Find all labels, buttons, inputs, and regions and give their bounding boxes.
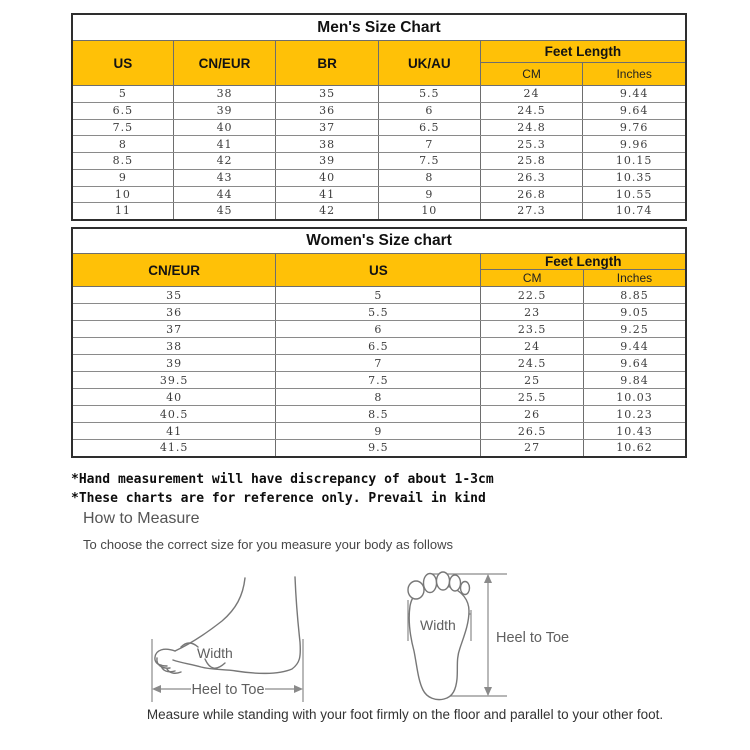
size-cell: 45	[173, 203, 276, 220]
size-cell: 10.15	[583, 153, 686, 170]
size-cell: 5	[72, 86, 173, 103]
size-row	[72, 186, 686, 203]
width-label: Width	[420, 617, 456, 633]
size-cell: 36	[72, 304, 276, 321]
size-cell: 10.23	[583, 406, 686, 423]
size-cell: 9	[378, 186, 480, 203]
mens-chart-title: Men's Size Chart	[72, 14, 686, 41]
size-cell: 35	[276, 86, 379, 103]
size-cell: 10	[72, 186, 173, 203]
size-cell: 8	[72, 136, 173, 153]
size-cell: 38	[276, 136, 379, 153]
size-cell: 36	[276, 102, 379, 119]
size-cell: 41.5	[72, 440, 276, 457]
size-cell: 39	[276, 153, 379, 170]
size-cell: 7	[276, 355, 481, 372]
size-cell: 25.3	[480, 136, 583, 153]
how-to-measure-heading: How to Measure	[83, 510, 200, 527]
heel-to-toe-label: Heel to Toe	[496, 630, 570, 646]
size-cell: 26.3	[480, 169, 583, 186]
size-cell: 24.8	[480, 119, 583, 136]
size-row	[72, 321, 686, 338]
size-cell: 8	[276, 389, 481, 406]
foot-side-view-diagram	[145, 562, 330, 708]
size-cell: 9.25	[583, 321, 686, 338]
size-row	[72, 86, 686, 103]
size-cell: 8.85	[583, 287, 686, 304]
womens-chart-title: Women's Size chart	[72, 228, 686, 254]
size-cell: 8.5	[72, 153, 173, 170]
size-row	[72, 287, 686, 304]
heel-to-toe-label: Heel to Toe	[191, 682, 265, 698]
size-cell: 9.64	[583, 355, 686, 372]
size-cell: 37	[276, 119, 379, 136]
size-row	[72, 423, 686, 440]
size-cell: 25.5	[481, 389, 584, 406]
foot-outline-icon	[408, 572, 470, 700]
womens-size-table	[71, 227, 687, 458]
note-reference-only: *These charts are for reference only. Prevail in kind	[71, 491, 486, 506]
size-cell: 6	[378, 102, 480, 119]
size-cell: 6.5	[276, 338, 481, 355]
column-header-br: BR	[276, 41, 379, 86]
size-cell: 7.5	[378, 153, 480, 170]
size-cell: 23.5	[481, 321, 584, 338]
mens-size-table	[71, 13, 687, 221]
size-cell: 8.5	[276, 406, 481, 423]
width-label: Width	[197, 645, 233, 661]
size-cell: 26.8	[480, 186, 583, 203]
size-cell: 10.35	[583, 169, 686, 186]
size-cell: 6	[276, 321, 481, 338]
size-row	[72, 372, 686, 389]
size-cell: 10.62	[583, 440, 686, 457]
size-cell: 9.05	[583, 304, 686, 321]
size-cell: 22.5	[481, 287, 584, 304]
column-header-uk-au: UK/AU	[378, 41, 480, 86]
size-cell: 24	[481, 338, 584, 355]
womens-header-row	[72, 254, 686, 270]
size-row	[72, 406, 686, 423]
size-cell: 10.55	[583, 186, 686, 203]
size-cell: 24.5	[480, 102, 583, 119]
measure-instruction-caption: Measure while standing with your foot firmly on the floor and parallel to your other foot.	[146, 707, 664, 722]
size-cell: 9	[72, 169, 173, 186]
size-row	[72, 304, 686, 321]
how-to-measure-subtitle: To choose the correct size for you measure your body as follows	[83, 537, 453, 552]
size-cell: 24.5	[481, 355, 584, 372]
column-header-inches: Inches	[583, 63, 686, 86]
size-cell: 27	[481, 440, 584, 457]
disclaimer-notes	[71, 470, 494, 508]
size-row	[72, 119, 686, 136]
size-row	[72, 169, 686, 186]
size-cell: 10.03	[583, 389, 686, 406]
size-cell: 41	[72, 423, 276, 440]
size-cell: 5.5	[378, 86, 480, 103]
size-cell: 41	[173, 136, 276, 153]
size-row	[72, 355, 686, 372]
foot-sole-view-diagram	[400, 562, 600, 708]
size-cell: 9.5	[276, 440, 481, 457]
size-cell: 26.5	[481, 423, 584, 440]
size-cell: 5.5	[276, 304, 481, 321]
size-cell: 9.96	[583, 136, 686, 153]
size-row	[72, 338, 686, 355]
size-cell: 40	[72, 389, 276, 406]
size-cell: 6.5	[72, 102, 173, 119]
size-cell: 7.5	[72, 119, 173, 136]
size-cell: 7	[378, 136, 480, 153]
size-row	[72, 389, 686, 406]
size-row	[72, 153, 686, 170]
size-cell: 11	[72, 203, 173, 220]
size-cell: 44	[173, 186, 276, 203]
column-header-cm: CM	[480, 63, 583, 86]
size-cell: 24	[480, 86, 583, 103]
mens-title-row	[72, 14, 686, 41]
size-cell: 10.74	[583, 203, 686, 220]
size-cell: 38	[72, 338, 276, 355]
size-cell: 40	[173, 119, 276, 136]
column-header-inches: Inches	[583, 270, 686, 287]
size-cell: 40	[276, 169, 379, 186]
size-cell: 9	[276, 423, 481, 440]
column-header-cn-eur: CN/EUR	[173, 41, 276, 86]
size-cell: 35	[72, 287, 276, 304]
size-row	[72, 102, 686, 119]
size-cell: 25	[481, 372, 584, 389]
size-row	[72, 440, 686, 457]
size-cell: 9.84	[583, 372, 686, 389]
size-cell: 26	[481, 406, 584, 423]
size-cell: 25.8	[480, 153, 583, 170]
size-cell: 39	[173, 102, 276, 119]
size-cell: 9.44	[583, 338, 686, 355]
size-cell: 42	[173, 153, 276, 170]
column-header-us: US	[72, 41, 173, 86]
column-header-cm: CM	[481, 270, 584, 287]
size-cell: 39.5	[72, 372, 276, 389]
size-cell: 5	[276, 287, 481, 304]
size-cell: 40.5	[72, 406, 276, 423]
size-cell: 10.43	[583, 423, 686, 440]
size-row	[72, 136, 686, 153]
size-cell: 38	[173, 86, 276, 103]
size-cell: 9.76	[583, 119, 686, 136]
column-header-feet-length: Feet Length	[480, 41, 686, 63]
size-cell: 23	[481, 304, 584, 321]
mens-header-row	[72, 41, 686, 63]
size-cell: 10	[378, 203, 480, 220]
note-hand-measurement: *Hand measurement will have discrepancy of about 1-3cm	[71, 472, 494, 487]
size-cell: 7.5	[276, 372, 481, 389]
size-cell: 27.3	[480, 203, 583, 220]
size-cell: 9.64	[583, 102, 686, 119]
size-cell: 9.44	[583, 86, 686, 103]
column-header-feet-length: Feet Length	[481, 254, 686, 270]
size-row	[72, 203, 686, 220]
size-cell: 42	[276, 203, 379, 220]
column-header-us: US	[276, 254, 481, 287]
size-cell: 6.5	[378, 119, 480, 136]
size-cell: 39	[72, 355, 276, 372]
womens-title-row	[72, 228, 686, 254]
size-cell: 43	[173, 169, 276, 186]
column-header-cn-eur: CN/EUR	[72, 254, 276, 287]
size-cell: 8	[378, 169, 480, 186]
size-cell: 41	[276, 186, 379, 203]
size-cell: 37	[72, 321, 276, 338]
